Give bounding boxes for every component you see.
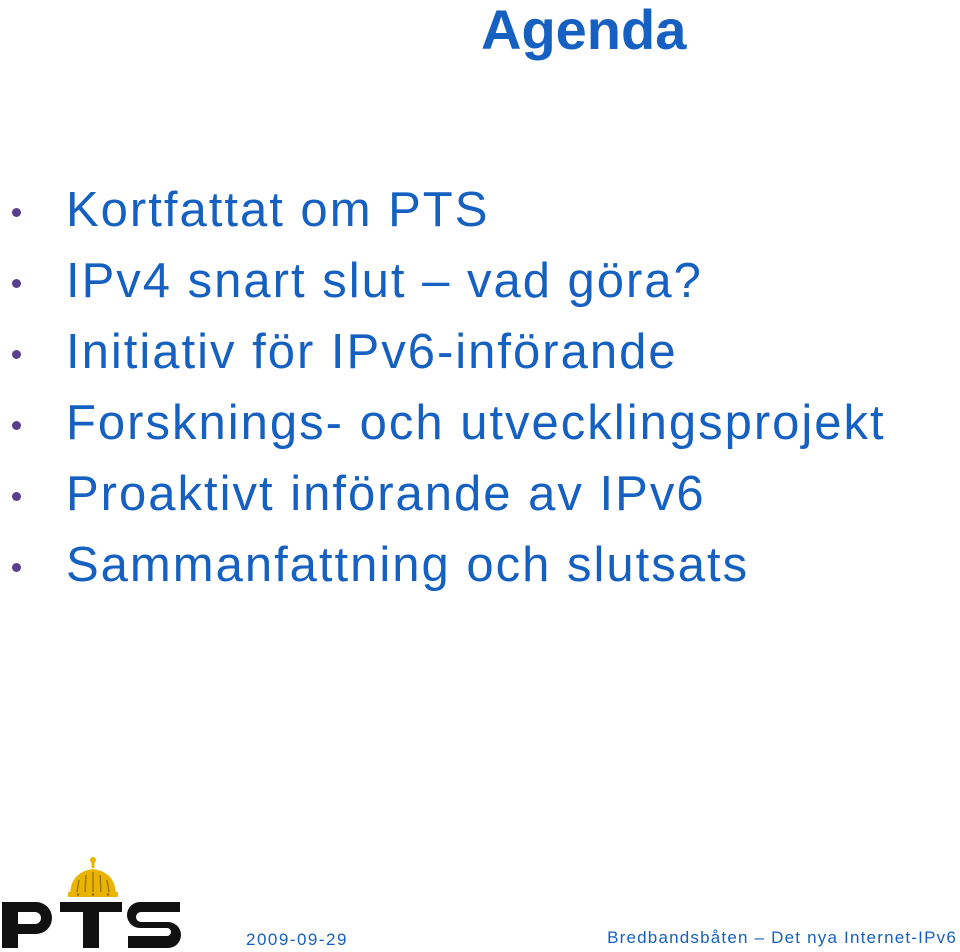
pts-wordmark — [2, 902, 181, 948]
agenda-item-text: Forsknings- och utvecklingsprojekt — [66, 396, 886, 450]
agenda-item-text: Sammanfattning och slutsats — [66, 538, 750, 592]
agenda-item-text: Kortfattat om PTS — [66, 183, 490, 237]
slide-title: Agenda — [481, 0, 687, 61]
bullet-icon — [12, 492, 21, 501]
bullet-icon — [12, 350, 21, 359]
bullet-icon — [12, 208, 21, 217]
agenda-item-text: Initiativ för IPv6-införande — [66, 325, 678, 379]
agenda-item-text: Proaktivt införande av IPv6 — [66, 467, 706, 521]
bullet-icon — [12, 563, 21, 572]
footer-date: 2009-09-29 — [246, 930, 348, 949]
bullet-icon — [12, 421, 21, 430]
footer-presentation-title: Bredbandsbåten – Det nya Internet-IPv6 — [607, 928, 957, 947]
crown-icon — [68, 857, 118, 897]
pts-logo — [0, 850, 190, 950]
agenda-item-text: IPv4 snart slut – vad göra? — [66, 254, 703, 308]
bullet-icon — [12, 279, 21, 288]
